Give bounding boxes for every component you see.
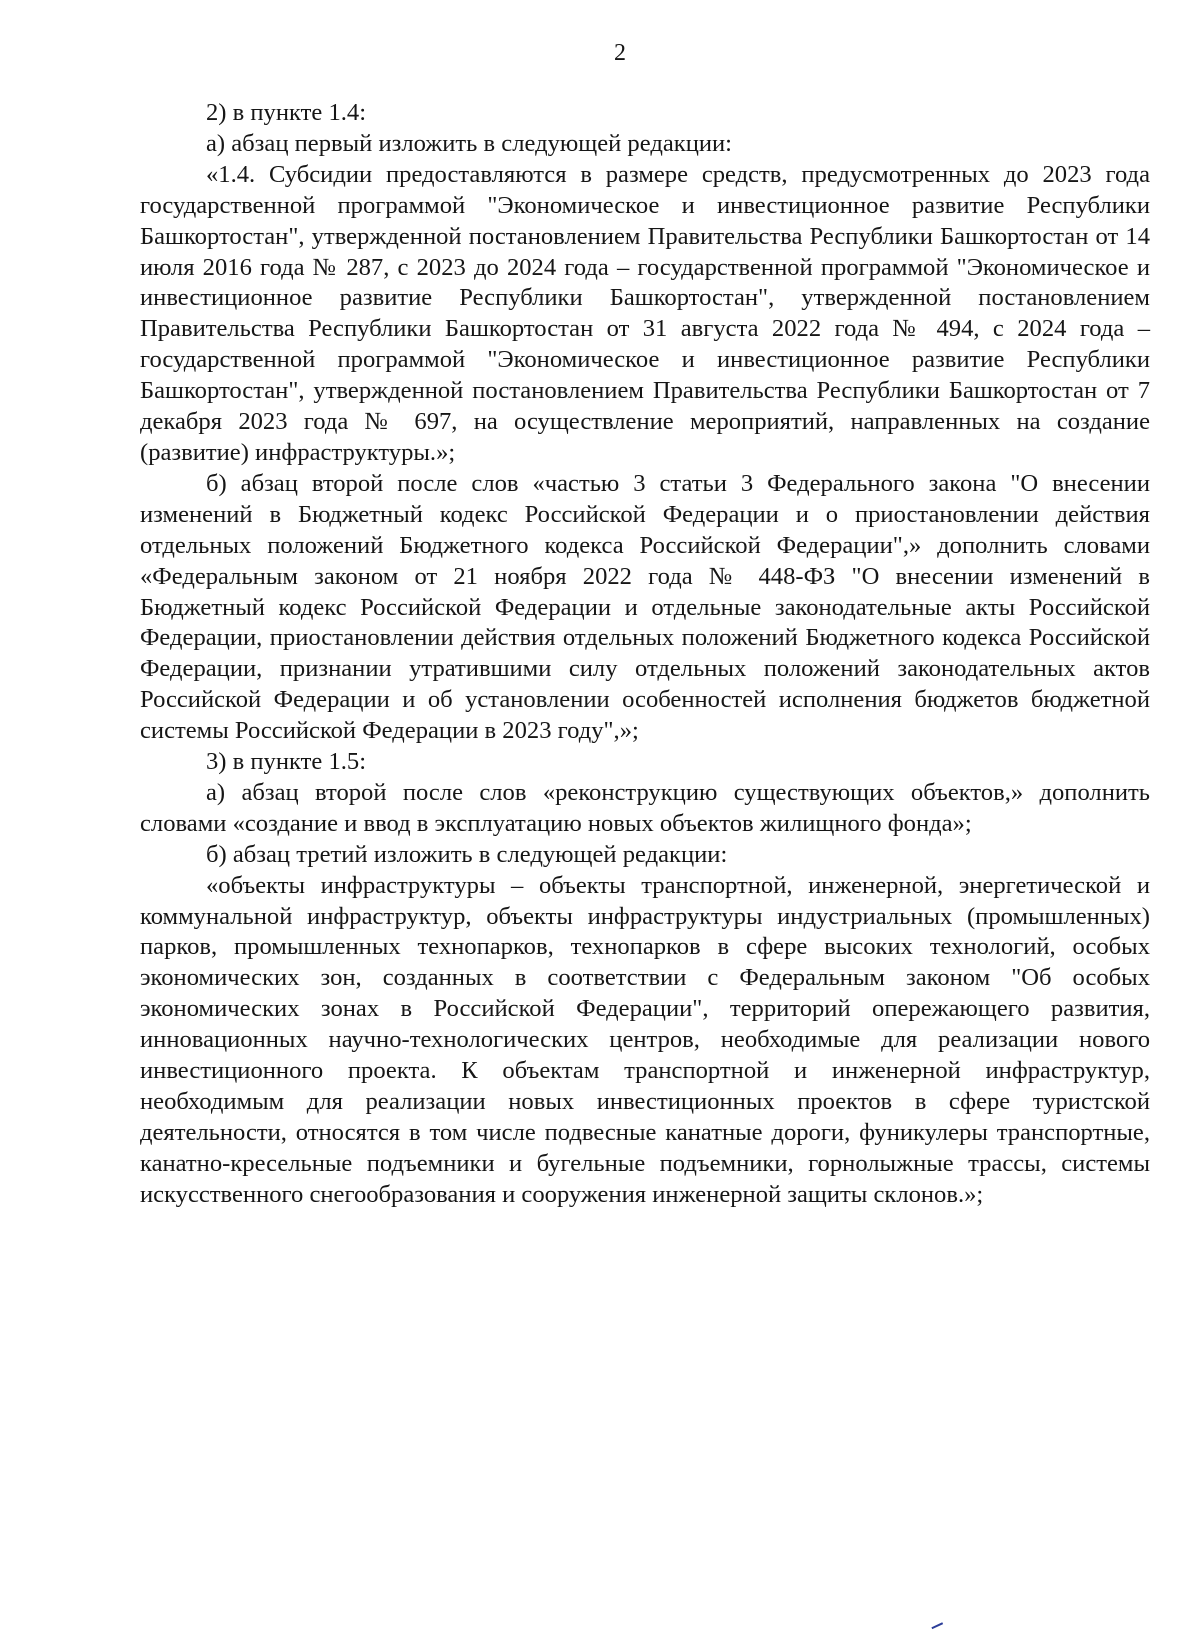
scan-mark [929,1617,943,1629]
paragraph-subitem-a-addition: а) абзац второй после слов «реконструкцию существующих объектов,» дополнить словами «создание и ввод в эксплуатацию новых объектов жилищного фонда»; [140,778,1150,837]
paragraph-infrastructure-definition: «объекты инфраструктуры – объекты транспортной, инженерной, энергетической и коммунальной инфраструктур, объекты инфраструктуры индустриальных (промышленных) парков, промышленных технопарков, технопарков в сфере высоких технологий, особых экономических зон, созданных в соответствии с Федеральным законом "Об особых экономических зонах в Российской Федерации", территорий опережающего развития, инновационных научно-технологических центров, необходимые для реализации нового инвестиционного проекта. К объектам транспортной и инженерной инфраструктур, необходимым для реализации новых инвестиционных проектов в сфере туристской деятельности, относятся в том числе подвесные канатные дороги, фуникулеры транспортные, канатно-кресельные подъемники и бугельные подъемники, горнолыжные трассы, системы искусственного снегообразования и сооружения инженерной защиты склонов.»; [140,871,1150,1208]
paragraph-item-3-heading: 3) в пункте 1.5: [206,748,367,776]
page-number: 2 [614,40,626,66]
paragraph-new-1-4-text: «1.4. Субсидии предоставляются в размере средств, предусмотренных до 2023 года государственной программой "Экономическое и инвестиционное развитие Республики Башкортостан", утвержденной постановлением Правительства Республики Башкортостан от 14 июля 2016 года № 287, с 2023 до 2024 года – государственной программой "Экономическое и инвестиционное развитие Республики Башкортостан", утвержденной постановлением Правительства Республики Башкортостан от 31 августа 2022 года № 494, с 2024 года – государственной программой "Экономическое и инвестиционное развитие Республики Башкортостан", утвержденной постановлением Правительства Республики Башкортостан от 7 декабря 2023 года № 697, на осуществление мероприятий, направленных на создание (развитие) инфраструктуры.»; [140,160,1150,466]
paragraph-subitem-a-intro: а) абзац первый изложить в следующей редакции: [206,129,733,157]
paragraph-subitem-b-second: б) абзац второй после слов «частью 3 статьи 3 Федерального закона "О внесении изменений в Бюджетный кодекс Российской Федерации и о приостановлении действия отдельных положений Бюджетного кодекса Российской Федерации",» дополнить словами «Федеральным законом от 21 ноября 2022 года № 448-ФЗ "О внесении изменений в Бюджетный кодекс Российской Федерации и отдельные законодательные акты Российской Федерации, приостановлении действия отдельных положений Бюджетного кодекса Российской Федерации, признании утратившими силу отдельных положений законодательных актов Российской Федерации и об установлении особенностей исполнения бюджетов бюджетной системы Российской Федерации в 2023 году",»; [140,469,1150,745]
paragraph-item-2-heading: 2) в пункте 1.4: [206,99,367,126]
paragraph-subitem-b-intro: б) абзац третий изложить в следующей редакции: [206,840,728,868]
document-body [140,98,1150,1211]
